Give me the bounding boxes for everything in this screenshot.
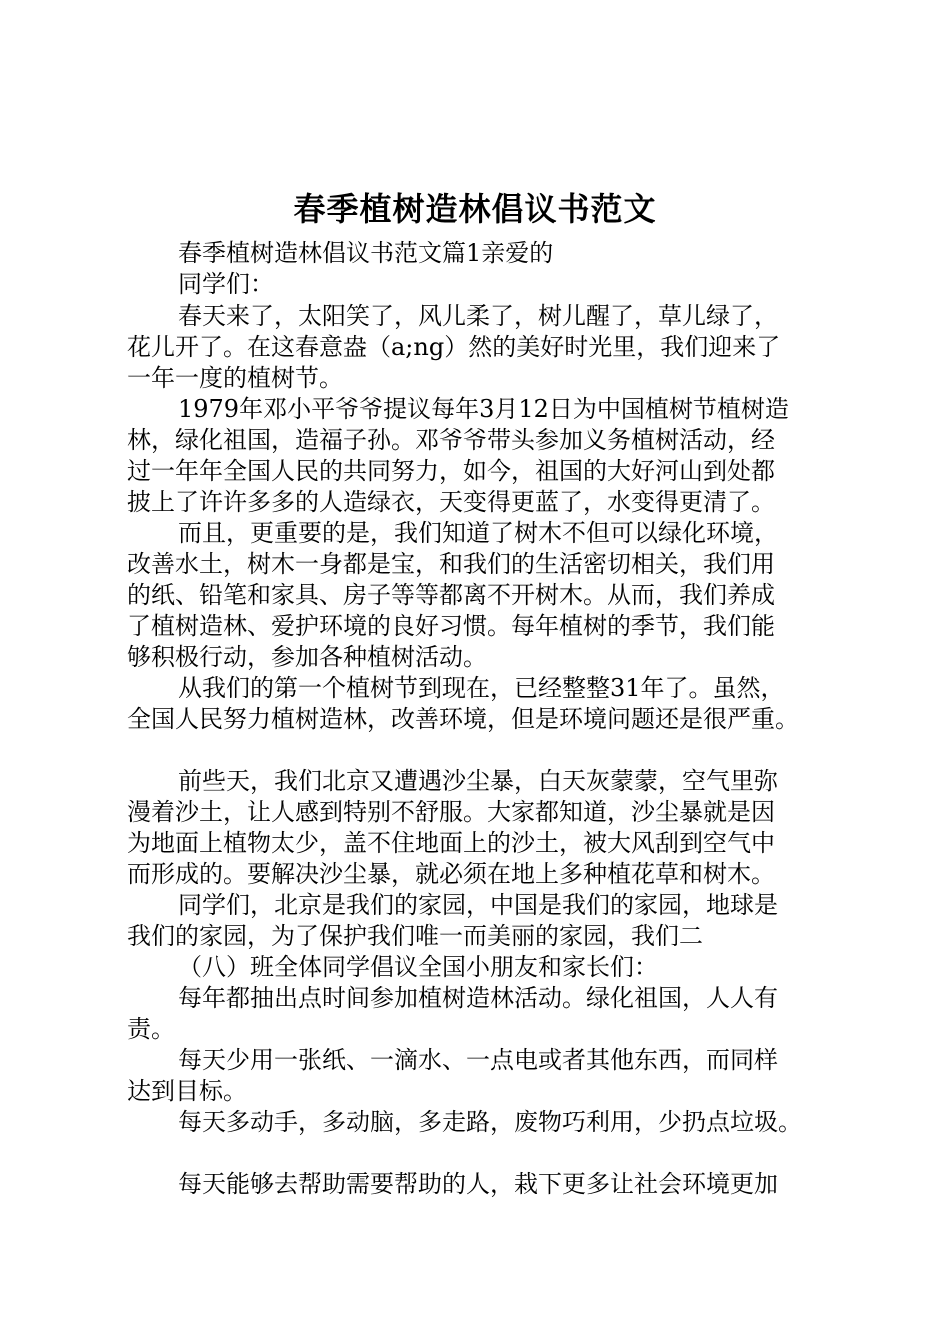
paragraph-line: 每天多动手，多动脑，多走路，废物巧利用，少扔点垃圾。 bbox=[178, 1108, 802, 1136]
paragraph-line: 林，绿化祖国，造福子孙。邓爷爷带头参加义务植树活动，经 bbox=[127, 426, 775, 454]
paragraph-line: 花儿开了。在这春意盎（a;ng）然的美好时光里，我们迎来了 bbox=[127, 333, 781, 361]
paragraph-line: 春季植树造林倡议书范文篇1亲爱的 bbox=[178, 239, 554, 267]
paragraph-line: 1979年邓小平爷爷提议每年3月12日为中国植树节植树造 bbox=[178, 395, 789, 423]
paragraph-line: 为地面上植物太少，盖不住地面上的沙土，被大风刮到空气中 bbox=[127, 829, 775, 857]
paragraph-line: 每年都抽出点时间参加植树造林活动。绿化祖国，人人有 bbox=[178, 984, 778, 1012]
paragraph-line: 春天来了，太阳笑了，风儿柔了，树儿醒了，草儿绿了， bbox=[178, 302, 778, 330]
paragraph-line: 改善水土，树木一身都是宝，和我们的生活密切相关，我们用 bbox=[127, 550, 775, 578]
paragraph-line: 够积极行动，参加各种植树活动。 bbox=[127, 643, 487, 671]
paragraph-line: 披上了许许多多的人造绿衣，天变得更蓝了，水变得更清了。 bbox=[127, 488, 775, 516]
paragraph-line: 而且，更重要的是，我们知道了树木不但可以绿化环境， bbox=[178, 519, 778, 547]
paragraph-line: 同学们： bbox=[178, 270, 274, 298]
paragraph-line: 的纸、铅笔和家具、房子等等都离不开树木。从而，我们养成 bbox=[127, 581, 775, 609]
paragraph-line: 同学们，北京是我们的家园，中国是我们的家园，地球是 bbox=[178, 891, 778, 919]
document-title: 春季植树造林倡议书范文 bbox=[293, 190, 657, 228]
paragraph-line: 过一年年全国人民的共同努力，如今，祖国的大好河山到处都 bbox=[127, 457, 775, 485]
paragraph-line: 责。 bbox=[127, 1015, 175, 1043]
paragraph-line: 了植树造林、爱护环境的良好习惯。每年植树的季节，我们能 bbox=[127, 612, 775, 640]
paragraph-line: 前些天，我们北京又遭遇沙尘暴，白天灰蒙蒙，空气里弥 bbox=[178, 767, 778, 795]
paragraph-line: 每天少用一张纸、一滴水、一点电或者其他东西，而同样 bbox=[178, 1046, 778, 1074]
paragraph-line: 全国人民努力植树造林，改善环境，但是环境问题还是很严重。 bbox=[127, 705, 799, 733]
paragraph-line: 达到目标。 bbox=[127, 1077, 247, 1105]
paragraph-line: 每天能够去帮助需要帮助的人，栽下更多让社会环境更加 bbox=[178, 1170, 778, 1198]
paragraph-line: 我们的家园，为了保护我们唯一而美丽的家园，我们二 bbox=[127, 922, 703, 950]
paragraph-line: 一年一度的植树节。 bbox=[127, 364, 343, 392]
paragraph-line: （八）班全体同学倡议全国小朋友和家长们： bbox=[178, 953, 658, 981]
paragraph-line: 而形成的。要解决沙尘暴，就必须在地上多种植花草和树木。 bbox=[127, 860, 775, 888]
paragraph-line: 从我们的第一个植树节到现在，已经整整31年了。虽然， bbox=[178, 674, 785, 702]
paragraph-line: 漫着沙土，让人感到特别不舒服。大家都知道，沙尘暴就是因 bbox=[127, 798, 775, 826]
